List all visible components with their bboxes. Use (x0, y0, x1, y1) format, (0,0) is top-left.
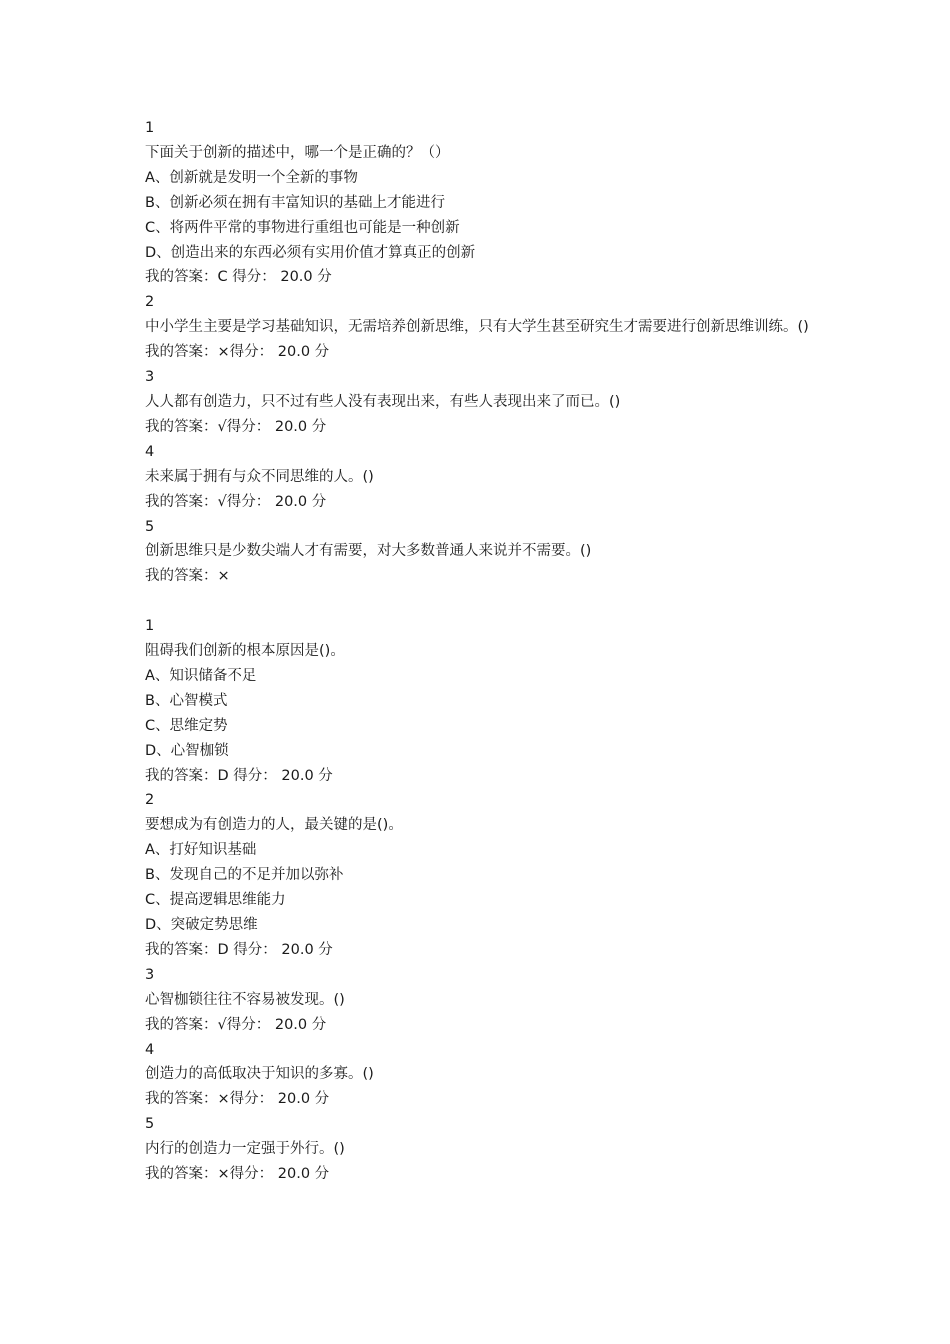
answer-line: 我的答案：D 得分： 20.0 分 (145, 941, 333, 958)
quiz-section-1 (145, 116, 835, 589)
question-number: 1 (145, 618, 155, 635)
question-number: 2 (145, 294, 155, 311)
question-number: 4 (145, 1041, 155, 1058)
question-text: 下面关于创新的描述中，哪一个是正确的？（） (145, 144, 450, 161)
question-text: 内行的创造力一定强于外行。() (145, 1141, 345, 1158)
answer-line: 我的答案：√得分： 20.0 分 (145, 1016, 327, 1033)
option-b: B、创新必须在拥有丰富知识的基础上才能进行 (145, 194, 445, 211)
question-2 (145, 290, 835, 365)
question-3 (145, 963, 835, 1038)
question-text: 未来属于拥有与众不同思维的人。() (145, 468, 374, 485)
answer-line: 我的答案：×得分： 20.0 分 (145, 344, 330, 361)
question-text: 要想成为有创造力的人，最关键的是()。 (145, 817, 403, 834)
question-text: 创新思维只是少数尖端人才有需要，对大多数普通人来说并不需要。() (145, 543, 592, 560)
section-gap (145, 589, 835, 614)
option-b: B、发现自己的不足并加以弥补 (145, 867, 344, 884)
option-c: C、将两件平常的事物进行重组也可能是一种创新 (145, 219, 460, 236)
answer-line: 我的答案：√得分： 20.0 分 (145, 493, 327, 510)
question-number: 5 (145, 1116, 155, 1133)
question-number: 3 (145, 966, 155, 983)
option-c: C、思维定势 (145, 717, 228, 734)
question-1 (145, 614, 835, 788)
option-b: B、心智模式 (145, 692, 228, 709)
question-number: 3 (145, 369, 155, 386)
answer-line: 我的答案：D 得分： 20.0 分 (145, 767, 333, 784)
question-number: 2 (145, 792, 155, 809)
question-number: 1 (145, 120, 155, 136)
question-2 (145, 788, 835, 962)
answer-line: 我的答案：×得分： 20.0 分 (145, 1166, 330, 1183)
option-c: C、提高逻辑思维能力 (145, 892, 286, 909)
document-content (145, 116, 835, 1187)
question-1 (145, 116, 835, 290)
question-5 (145, 1112, 835, 1187)
option-d: D、创造出来的东西必须有实用价值才算真正的创新 (145, 244, 476, 261)
quiz-section-2 (145, 614, 835, 1187)
option-d: D、心智枷锁 (145, 742, 229, 759)
question-3 (145, 365, 835, 440)
question-4 (145, 1038, 835, 1113)
question-4 (145, 440, 835, 515)
question-5 (145, 515, 835, 590)
question-number: 4 (145, 443, 155, 460)
option-a: A、打好知识基础 (145, 842, 257, 859)
answer-line: 我的答案：×得分： 20.0 分 (145, 1091, 330, 1108)
question-text: 阻碍我们创新的根本原因是()。 (145, 643, 345, 660)
question-text: 中小学生主要是学习基础知识，无需培养创新思维，只有大学生甚至研究生才需要进行创新思维训练。() (145, 319, 809, 336)
question-text: 人人都有创造力，只不过有些人没有表现出来，有些人表现出来了而已。() (145, 393, 621, 410)
option-d: D、突破定势思维 (145, 916, 258, 933)
answer-line: 我的答案：× (145, 568, 230, 585)
question-text: 心智枷锁往往不容易被发现。() (145, 991, 345, 1008)
answer-line: 我的答案：√得分： 20.0 分 (145, 418, 327, 435)
question-text: 创造力的高低取决于知识的多寡。() (145, 1066, 374, 1083)
option-a: A、知识储备不足 (145, 667, 257, 684)
option-a: A、创新就是发明一个全新的事物 (145, 169, 358, 186)
answer-line: 我的答案：C 得分： 20.0 分 (145, 269, 332, 286)
question-number: 5 (145, 518, 155, 535)
